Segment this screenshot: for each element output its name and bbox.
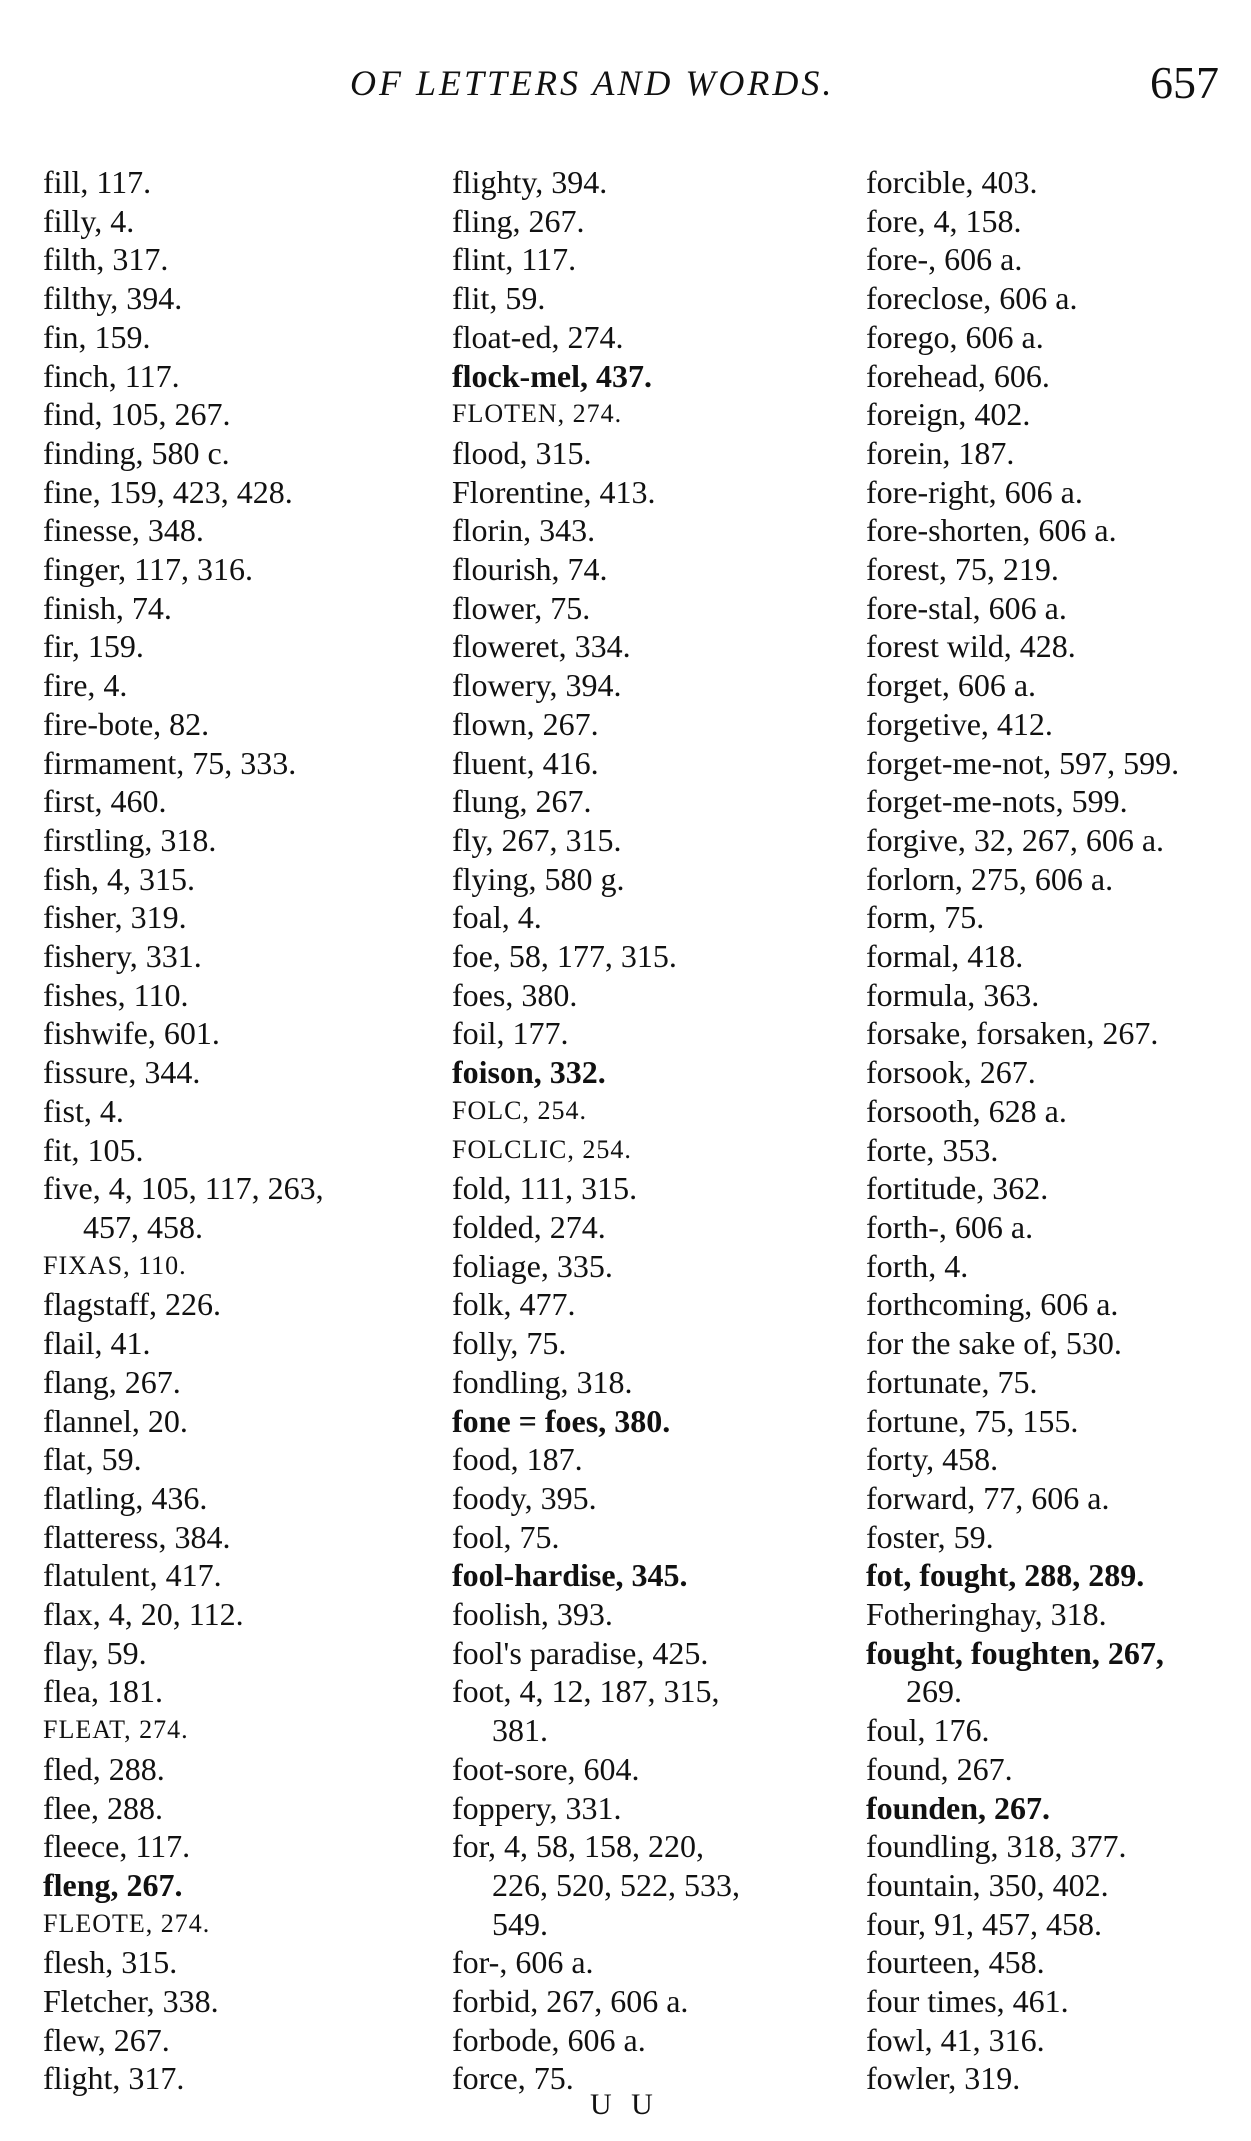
index-entry: for-, 606 a. (452, 1944, 594, 1981)
index-entry: fissure, 344. (43, 1054, 201, 1091)
index-entry: fore-shorten, 606 a. (866, 512, 1117, 549)
index-entry: foison, 332. (452, 1054, 606, 1091)
index-entry: Fletcher, 338. (43, 1983, 219, 2020)
index-entry: forehead, 606. (866, 357, 1050, 394)
index-entry: foe, 58, 177, 315. (452, 938, 677, 975)
index-entry: fisher, 319. (43, 899, 187, 936)
index-entry: fit, 105. (43, 1131, 144, 1168)
index-entry: flay, 59. (43, 1634, 147, 1671)
running-header (0, 57, 1251, 122)
index-entry: flighty, 394. (452, 164, 608, 200)
index-entry: flatulent, 417. (43, 1557, 222, 1594)
index-entry: foppery, 331. (452, 1789, 622, 1826)
index-entry: fourteen, 458. (866, 1944, 1045, 1981)
index-entry: flew, 267. (43, 2021, 170, 2058)
index-entry: fly, 267, 315. (452, 821, 622, 858)
index-entry: flit, 59. (452, 280, 546, 317)
index-entry: fling, 267. (452, 202, 585, 239)
index-entry: form, 75. (866, 899, 985, 936)
index-entry: floweret, 334. (452, 628, 631, 665)
index-entry: for the sake of, 530. (866, 1325, 1122, 1362)
index-entry: first, 460. (43, 783, 167, 820)
index-entry: formula, 363. (866, 976, 1040, 1013)
index-entry: flowery, 394. (452, 667, 622, 704)
index-entry: fishery, 331. (43, 938, 202, 975)
index-entry: 226, 520, 522, 533, (492, 1866, 740, 1903)
index-entry: foot, 4, 12, 187, 315, (452, 1673, 720, 1710)
index-entry: FIXAS, 110. (43, 1250, 187, 1280)
index-entry: founden, 267. (866, 1789, 1051, 1826)
index-entry: fone = foes, 380. (452, 1402, 671, 1439)
index-entry: fill, 117. (43, 164, 152, 200)
index-entry: fine, 159, 423, 428. (43, 473, 293, 510)
index-entry: forest wild, 428. (866, 628, 1076, 665)
index-entry: forego, 606 a. (866, 318, 1044, 355)
index-entry: fool's paradise, 425. (452, 1634, 709, 1671)
index-entry: forbode, 606 a. (452, 2021, 646, 2058)
index-entry: forthcoming, 606 a. (866, 1286, 1119, 1323)
index-entry: foes, 380. (452, 976, 578, 1013)
index-entry: fortitude, 362. (866, 1170, 1049, 1207)
index-entry: FLEOTE, 274. (43, 1908, 211, 1938)
index-entry: forth, 4. (866, 1247, 969, 1284)
index-entry: 549. (492, 1905, 548, 1942)
index-entry: FOLC, 254. (452, 1095, 587, 1125)
index-entry: foolish, 393. (452, 1596, 613, 1633)
index-entry: find, 105, 267. (43, 396, 231, 433)
index-entry: fore, 4, 158. (866, 202, 1022, 239)
index-entry: flesh, 315. (43, 1944, 178, 1981)
index-entry: fleece, 117. (43, 1828, 191, 1865)
index-entry: forsake, forsaken, 267. (866, 1015, 1159, 1052)
index-entry: force, 75. (452, 2060, 574, 2097)
page-number: 657 (1150, 57, 1219, 108)
index-entry: forsook, 267. (866, 1054, 1036, 1091)
index-entry: fot, fought, 288, 289. (866, 1557, 1145, 1594)
index-entry: foreign, 402. (866, 396, 1031, 433)
index-entry: flint, 117. (452, 241, 577, 278)
index-entry: Florentine, 413. (452, 473, 656, 510)
index-entry: forgetive, 412. (866, 705, 1053, 742)
index-entry: forget-me-nots, 599. (866, 783, 1128, 820)
index-entry: fleng, 267. (43, 1866, 183, 1903)
index-entry: folly, 75. (452, 1325, 567, 1362)
index-entry: foul, 176. (866, 1712, 990, 1749)
index-entry: fire, 4. (43, 667, 128, 704)
index-entry: forlorn, 275, 606 a. (866, 860, 1114, 897)
index-entry: five, 4, 105, 117, 263, (43, 1170, 324, 1207)
index-entry: fire-bote, 82. (43, 705, 210, 742)
index-entry: foot-sore, 604. (452, 1750, 640, 1787)
index-entry: 269. (906, 1673, 962, 1710)
index-entry: fir, 159. (43, 628, 144, 665)
index-entry: filly, 4. (43, 202, 135, 239)
index-entry: 457, 458. (83, 1208, 203, 1245)
index-entry: florin, 343. (452, 512, 596, 549)
index-entry: 381. (492, 1712, 548, 1749)
index-entry: flail, 41. (43, 1325, 151, 1362)
index-entry: forcible, 403. (866, 164, 1038, 200)
index-entry: fishes, 110. (43, 976, 189, 1013)
index-entry: fore-stal, 606 a. (866, 589, 1067, 626)
running-title: OF LETTERS AND WORDS. (350, 63, 835, 103)
index-entry: fought, foughten, 267, (866, 1634, 1164, 1671)
index-entry: fluent, 416. (452, 744, 599, 781)
index-entry: flung, 267. (452, 783, 592, 820)
index-entry: flat, 59. (43, 1441, 142, 1478)
index-entry: fish, 4, 315. (43, 860, 195, 897)
index-entry: foliage, 335. (452, 1247, 613, 1284)
index-entry: foal, 4. (452, 899, 542, 936)
index-entry: forward, 77, 606 a. (866, 1479, 1110, 1516)
index-entry: fortune, 75, 155. (866, 1402, 1079, 1439)
index-entry: firmament, 75, 333. (43, 744, 297, 781)
index-entry: flower, 75. (452, 589, 591, 626)
index-entry: fowl, 41, 316. (866, 2021, 1045, 2058)
index-column-1 (43, 163, 438, 2098)
index-entry: filth, 317. (43, 241, 169, 278)
index-entry: forty, 458. (866, 1441, 999, 1478)
index-entry: formal, 418. (866, 938, 1024, 975)
index-entry: FLOTEN, 274. (452, 399, 623, 429)
index-entry: Fotheringhay, 318. (866, 1596, 1107, 1633)
index-entry: forte, 353. (866, 1131, 999, 1168)
index-entry: folded, 274. (452, 1208, 606, 1245)
index-entry: float-ed, 274. (452, 318, 624, 355)
index-entry: fountain, 350, 402. (866, 1866, 1109, 1903)
index-entry: finger, 117, 316. (43, 551, 253, 588)
index-entry: forth-, 606 a. (866, 1208, 1034, 1245)
index-entry: finding, 580 c. (43, 434, 230, 471)
index-column-3 (866, 163, 1246, 2098)
index-entry: fishwife, 601. (43, 1015, 220, 1052)
index-entry: foundling, 318, 377. (866, 1828, 1127, 1865)
index-entry: four, 91, 457, 458. (866, 1905, 1103, 1942)
index-entry: fool-hardise, 345. (452, 1557, 688, 1594)
index-entry: flang, 267. (43, 1363, 181, 1400)
index-entry: finch, 117. (43, 357, 180, 394)
index-entry: finesse, 348. (43, 512, 204, 549)
index-entry: forein, 187. (866, 434, 1015, 471)
index-entry: fin, 159. (43, 318, 151, 355)
index-entry: flock-mel, 437. (452, 357, 652, 394)
index-entry: flannel, 20. (43, 1402, 188, 1439)
index-entry: filthy, 394. (43, 280, 183, 317)
index-entry: fold, 111, 315. (452, 1170, 638, 1207)
index-entry: fore-right, 606 a. (866, 473, 1083, 510)
index-entry: folk, 477. (452, 1286, 576, 1323)
index-entry: fore-, 606 a. (866, 241, 1023, 278)
index-entry: FLEAT, 274. (43, 1715, 189, 1745)
index-entry: flown, 267. (452, 705, 599, 742)
index-entry: forest, 75, 219. (866, 551, 1059, 588)
index-entry: found, 267. (866, 1750, 1013, 1787)
index-entry: flee, 288. (43, 1789, 163, 1826)
index-entry: fool, 75. (452, 1518, 560, 1555)
index-entry: forbid, 267, 606 a. (452, 1983, 689, 2020)
index-entry: foody, 395. (452, 1479, 597, 1516)
index-entry: flea, 181. (43, 1673, 163, 1710)
index-entry: foil, 177. (452, 1015, 569, 1052)
index-entry: foster, 59. (866, 1518, 994, 1555)
index-entry: FOLCLIC, 254. (452, 1134, 632, 1164)
index-entry: four times, 461. (866, 1983, 1069, 2020)
index-entry: for, 4, 58, 158, 220, (452, 1828, 705, 1865)
index-entry: firstling, 318. (43, 821, 217, 858)
index-entry: flight, 317. (43, 2060, 185, 2097)
index-entry: flagstaff, 226. (43, 1286, 222, 1323)
index-entry: fortunate, 75. (866, 1363, 1038, 1400)
index-entry: flatling, 436. (43, 1479, 208, 1516)
index-entry: flatteress, 384. (43, 1518, 231, 1555)
index-entry: food, 187. (452, 1441, 583, 1478)
index-entry: flood, 315. (452, 434, 592, 471)
index-entry: fondling, 318. (452, 1363, 633, 1400)
index-entry: flourish, 74. (452, 551, 608, 588)
index-entry: fist, 4. (43, 1092, 124, 1129)
index-entry: forgive, 32, 267, 606 a. (866, 821, 1165, 858)
index-entry: fled, 288. (43, 1750, 165, 1787)
index-entry: fowler, 319. (866, 2060, 1021, 2097)
index-entry: flying, 580 g. (452, 860, 625, 897)
index-entry: forsooth, 628 a. (866, 1092, 1067, 1129)
signature-mark: U U (590, 2088, 659, 2121)
index-entry: foreclose, 606 a. (866, 280, 1078, 317)
index-entry: finish, 74. (43, 589, 172, 626)
index-entry: forget-me-not, 597, 599. (866, 744, 1180, 781)
index-column-2 (452, 163, 847, 2098)
index-entry: flax, 4, 20, 112. (43, 1596, 244, 1633)
index-entry: forget, 606 a. (866, 667, 1037, 704)
